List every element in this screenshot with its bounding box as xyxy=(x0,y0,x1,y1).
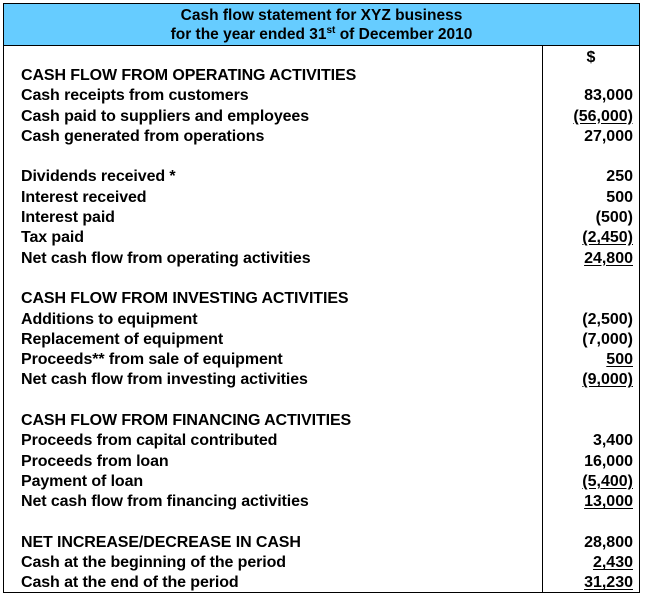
statement-row xyxy=(4,533,639,553)
statement-row xyxy=(4,472,639,492)
row-amount: 28,800 xyxy=(584,533,633,551)
row-label: Proceeds** from sale of equipment xyxy=(21,351,283,369)
spacer-row xyxy=(4,513,639,533)
row-label: Interest received xyxy=(21,188,147,206)
statement-row xyxy=(4,86,639,106)
statement-row xyxy=(4,350,639,370)
statement-row xyxy=(4,208,639,228)
row-label: Cash generated from operations xyxy=(21,127,265,145)
statement-row xyxy=(4,330,639,350)
row-amount: (500) xyxy=(595,209,633,227)
row-amount: (2,500) xyxy=(582,310,633,328)
row-label: Net cash flow from financing activities xyxy=(21,493,309,511)
row-label: Net cash flow from investing activities xyxy=(21,371,308,389)
statement-row xyxy=(4,553,639,573)
row-amount: 2,430 xyxy=(592,554,633,572)
row-label: Cash at the beginning of the period xyxy=(21,554,286,572)
statement-row xyxy=(4,492,639,512)
row-amount: (2,450) xyxy=(582,229,633,247)
period-ordinal-suffix: st xyxy=(326,24,336,36)
row-amount: 27,000 xyxy=(584,127,633,145)
spacer-row xyxy=(4,269,639,289)
row-amount: 3,400 xyxy=(592,432,633,450)
row-amount: 24,800 xyxy=(584,249,633,267)
statement-row xyxy=(4,411,639,431)
statement-row xyxy=(4,188,639,208)
statement-period xyxy=(4,25,639,44)
row-amount: (5,400) xyxy=(582,472,633,490)
period-prefix: for the year ended 31 xyxy=(170,26,327,43)
statement-rows xyxy=(4,66,639,594)
row-amount: 250 xyxy=(606,168,633,186)
period-suffix: of December 2010 xyxy=(335,26,473,43)
statement-row xyxy=(4,167,639,187)
row-label: CASH FLOW FROM FINANCING ACTIVITIES xyxy=(21,412,352,430)
row-amount: 31,230 xyxy=(584,574,633,592)
row-amount: (7,000) xyxy=(582,330,633,348)
statement-row xyxy=(4,452,639,472)
row-amount: (56,000) xyxy=(573,107,633,125)
statement-row xyxy=(4,289,639,309)
row-label: Net cash flow from operating activities xyxy=(21,249,311,267)
statement-row xyxy=(4,370,639,390)
row-label: Payment of loan xyxy=(21,472,144,490)
row-label: Cash receipts from customers xyxy=(21,87,249,105)
row-amount: 500 xyxy=(606,351,633,369)
statement-row xyxy=(4,66,639,86)
statement-title: Cash flow statement for XYZ business xyxy=(180,7,463,24)
statement-row xyxy=(4,107,639,127)
cash-flow-statement xyxy=(3,3,640,593)
spacer-row xyxy=(4,147,639,167)
row-label: Cash paid to suppliers and employees xyxy=(21,107,310,125)
statement-row xyxy=(4,431,639,451)
statement-row xyxy=(4,249,639,269)
row-label: NET INCREASE/DECREASE IN CASH xyxy=(21,533,301,551)
statement-row xyxy=(4,573,639,593)
spacer-row xyxy=(4,391,639,411)
statement-row xyxy=(4,127,639,147)
statement-header xyxy=(4,4,639,46)
currency-header: $ xyxy=(586,49,596,66)
row-amount: 83,000 xyxy=(584,87,633,105)
statement-row xyxy=(4,228,639,248)
row-label: Dividends received * xyxy=(21,168,176,186)
row-amount: 500 xyxy=(606,188,633,206)
row-label: Proceeds from loan xyxy=(21,452,169,470)
row-amount: 16,000 xyxy=(584,452,633,470)
row-amount: (9,000) xyxy=(582,371,633,389)
row-amount: 13,000 xyxy=(584,493,633,511)
statement-row xyxy=(4,310,639,330)
row-label: Tax paid xyxy=(21,229,84,247)
row-label: Interest paid xyxy=(21,209,115,227)
row-label: Replacement of equipment xyxy=(21,330,224,348)
row-label: Proceeds from capital contributed xyxy=(21,432,278,450)
row-label: Cash at the end of the period xyxy=(21,574,239,592)
row-label: Additions to equipment xyxy=(21,310,198,328)
row-label: CASH FLOW FROM OPERATING ACTIVITIES xyxy=(21,67,357,84)
row-label: CASH FLOW FROM INVESTING ACTIVITIES xyxy=(21,290,349,308)
